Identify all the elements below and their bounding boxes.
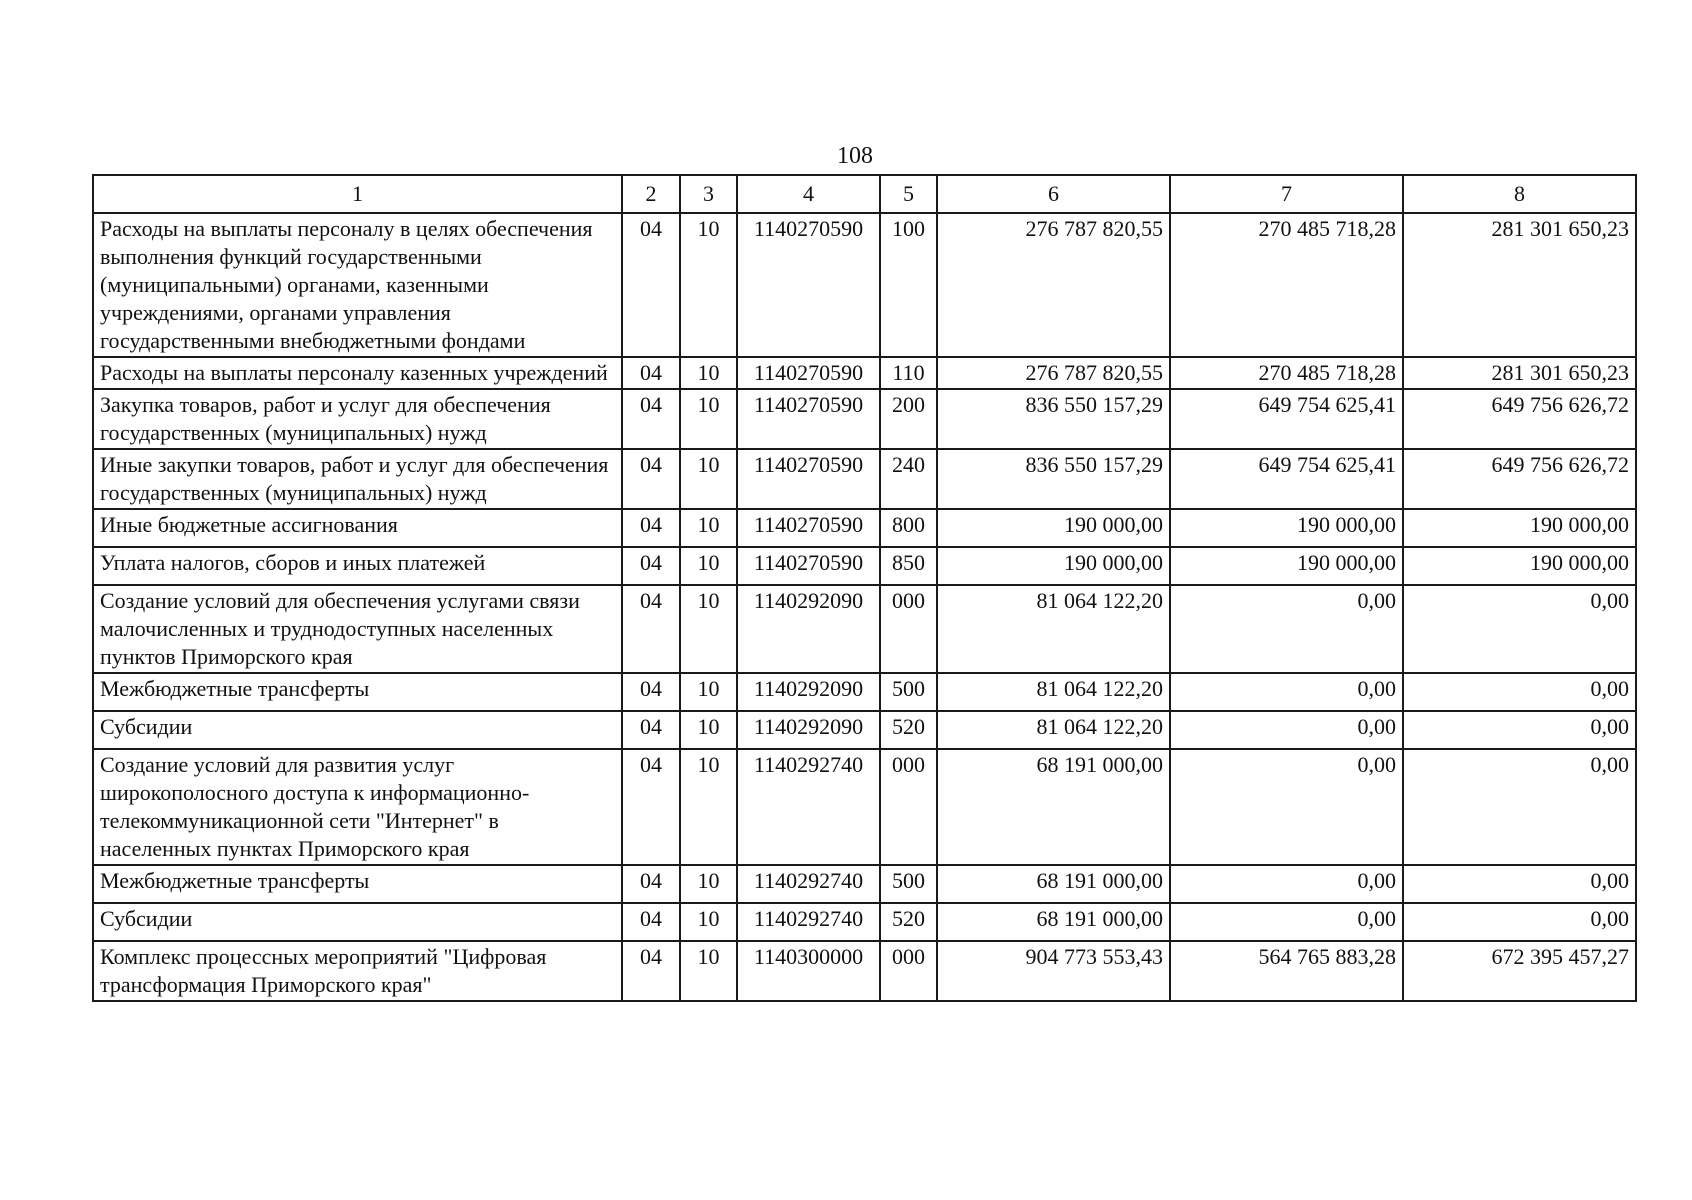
row-amount-col6: 68 191 000,00 — [937, 865, 1170, 903]
row-expense-type: 520 — [880, 711, 937, 749]
row-amount-col7: 564 765 883,28 — [1170, 941, 1403, 1001]
row-target-code: 1140292740 — [737, 749, 880, 865]
row-name: Создание условий для развития услуг широкополосного доступа к информационно-телекоммуникационной сети "Интернет" в населенных пунктах Приморского края — [93, 749, 622, 865]
row-amount-col7: 0,00 — [1170, 585, 1403, 673]
row-section: 04 — [622, 213, 680, 357]
header-col-4: 4 — [737, 175, 880, 213]
row-amount-col8: 281 301 650,23 — [1403, 357, 1636, 389]
row-amount-col7: 270 485 718,28 — [1170, 213, 1403, 357]
row-expense-type: 800 — [880, 509, 937, 547]
table-row — [93, 389, 1636, 449]
row-expense-type: 850 — [880, 547, 937, 585]
row-name: Субсидии — [93, 711, 622, 749]
row-name: Расходы на выплаты персоналу в целях обеспечения выполнения функций государственными (муниципальными) органами, казенными учреждениями, органами управления государственными внебюджетными фондами — [93, 213, 622, 357]
row-target-code: 1140270590 — [737, 213, 880, 357]
row-amount-col6: 81 064 122,20 — [937, 585, 1170, 673]
row-amount-col8: 0,00 — [1403, 673, 1636, 711]
row-section: 04 — [622, 749, 680, 865]
row-amount-col8: 672 395 457,27 — [1403, 941, 1636, 1001]
row-target-code: 1140292090 — [737, 711, 880, 749]
row-amount-col8: 0,00 — [1403, 749, 1636, 865]
row-name: Создание условий для обеспечения услугами связи малочисленных и труднодоступных населенных пунктов Приморского края — [93, 585, 622, 673]
row-target-code: 1140292090 — [737, 585, 880, 673]
row-name: Иные закупки товаров, работ и услуг для обеспечения государственных (муниципальных) нужд — [93, 449, 622, 509]
row-expense-type: 500 — [880, 865, 937, 903]
table-row — [93, 865, 1636, 903]
row-section: 04 — [622, 449, 680, 509]
table-row — [93, 213, 1636, 357]
row-amount-col6: 836 550 157,29 — [937, 389, 1170, 449]
row-section: 04 — [622, 357, 680, 389]
row-target-code: 1140292740 — [737, 865, 880, 903]
row-expense-type: 110 — [880, 357, 937, 389]
row-expense-type: 520 — [880, 903, 937, 941]
row-name: Субсидии — [93, 903, 622, 941]
row-subsection: 10 — [680, 547, 737, 585]
table-row — [93, 749, 1636, 865]
row-target-code: 1140300000 — [737, 941, 880, 1001]
row-section: 04 — [622, 865, 680, 903]
row-subsection: 10 — [680, 509, 737, 547]
row-amount-col7: 0,00 — [1170, 749, 1403, 865]
row-target-code: 1140270590 — [737, 547, 880, 585]
row-name: Межбюджетные трансферты — [93, 865, 622, 903]
header-col-5: 5 — [880, 175, 937, 213]
row-subsection: 10 — [680, 585, 737, 673]
table-row — [93, 449, 1636, 509]
row-subsection: 10 — [680, 357, 737, 389]
row-name: Уплата налогов, сборов и иных платежей — [93, 547, 622, 585]
row-amount-col6: 276 787 820,55 — [937, 213, 1170, 357]
budget-table — [92, 174, 1637, 1002]
row-target-code: 1140270590 — [737, 389, 880, 449]
row-name: Расходы на выплаты персоналу казенных учреждений — [93, 357, 622, 389]
row-expense-type: 100 — [880, 213, 937, 357]
row-name: Комплекс процессных мероприятий "Цифровая трансформация Приморского края" — [93, 941, 622, 1001]
row-section: 04 — [622, 711, 680, 749]
row-target-code: 1140270590 — [737, 509, 880, 547]
row-amount-col8: 0,00 — [1403, 585, 1636, 673]
row-amount-col8: 0,00 — [1403, 865, 1636, 903]
header-col-7: 7 — [1170, 175, 1403, 213]
row-section: 04 — [622, 585, 680, 673]
row-amount-col8: 0,00 — [1403, 711, 1636, 749]
row-subsection: 10 — [680, 673, 737, 711]
row-expense-type: 000 — [880, 941, 937, 1001]
row-section: 04 — [622, 903, 680, 941]
page-number: 108 — [837, 143, 873, 169]
row-amount-col6: 276 787 820,55 — [937, 357, 1170, 389]
row-subsection: 10 — [680, 749, 737, 865]
row-amount-col6: 81 064 122,20 — [937, 673, 1170, 711]
row-amount-col6: 904 773 553,43 — [937, 941, 1170, 1001]
row-name: Межбюджетные трансферты — [93, 673, 622, 711]
row-name: Закупка товаров, работ и услуг для обеспечения государственных (муниципальных) нужд — [93, 389, 622, 449]
row-expense-type: 000 — [880, 585, 937, 673]
row-amount-col7: 0,00 — [1170, 673, 1403, 711]
row-amount-col7: 649 754 625,41 — [1170, 449, 1403, 509]
header-row — [93, 175, 1636, 213]
row-section: 04 — [622, 389, 680, 449]
row-amount-col6: 68 191 000,00 — [937, 903, 1170, 941]
row-target-code: 1140270590 — [737, 449, 880, 509]
header-col-6: 6 — [937, 175, 1170, 213]
row-expense-type: 500 — [880, 673, 937, 711]
row-amount-col6: 68 191 000,00 — [937, 749, 1170, 865]
row-amount-col6: 81 064 122,20 — [937, 711, 1170, 749]
row-subsection: 10 — [680, 389, 737, 449]
row-name: Иные бюджетные ассигнования — [93, 509, 622, 547]
row-amount-col8: 190 000,00 — [1403, 509, 1636, 547]
row-amount-col8: 281 301 650,23 — [1403, 213, 1636, 357]
row-amount-col7: 649 754 625,41 — [1170, 389, 1403, 449]
row-subsection: 10 — [680, 711, 737, 749]
row-amount-col8: 190 000,00 — [1403, 547, 1636, 585]
row-amount-col6: 190 000,00 — [937, 509, 1170, 547]
row-expense-type: 000 — [880, 749, 937, 865]
header-col-2: 2 — [622, 175, 680, 213]
row-amount-col7: 0,00 — [1170, 711, 1403, 749]
table-row — [93, 585, 1636, 673]
table-row — [93, 941, 1636, 1001]
table-row — [93, 509, 1636, 547]
row-amount-col8: 0,00 — [1403, 903, 1636, 941]
table-row — [93, 903, 1636, 941]
row-subsection: 10 — [680, 903, 737, 941]
header-col-1: 1 — [93, 175, 622, 213]
row-subsection: 10 — [680, 213, 737, 357]
row-subsection: 10 — [680, 941, 737, 1001]
row-amount-col7: 0,00 — [1170, 903, 1403, 941]
row-amount-col8: 649 756 626,72 — [1403, 449, 1636, 509]
row-expense-type: 200 — [880, 389, 937, 449]
table-row — [93, 673, 1636, 711]
row-section: 04 — [622, 509, 680, 547]
row-section: 04 — [622, 547, 680, 585]
row-amount-col7: 270 485 718,28 — [1170, 357, 1403, 389]
row-amount-col7: 0,00 — [1170, 865, 1403, 903]
header-col-8: 8 — [1403, 175, 1636, 213]
row-target-code: 1140292740 — [737, 903, 880, 941]
row-expense-type: 240 — [880, 449, 937, 509]
row-target-code: 1140292090 — [737, 673, 880, 711]
header-col-3: 3 — [680, 175, 737, 213]
table-row — [93, 547, 1636, 585]
row-amount-col7: 190 000,00 — [1170, 547, 1403, 585]
row-subsection: 10 — [680, 449, 737, 509]
row-section: 04 — [622, 941, 680, 1001]
table-row — [93, 711, 1636, 749]
table-row — [93, 357, 1636, 389]
row-amount-col6: 190 000,00 — [937, 547, 1170, 585]
row-amount-col7: 190 000,00 — [1170, 509, 1403, 547]
row-section: 04 — [622, 673, 680, 711]
row-subsection: 10 — [680, 865, 737, 903]
row-amount-col6: 836 550 157,29 — [937, 449, 1170, 509]
row-target-code: 1140270590 — [737, 357, 880, 389]
row-amount-col8: 649 756 626,72 — [1403, 389, 1636, 449]
